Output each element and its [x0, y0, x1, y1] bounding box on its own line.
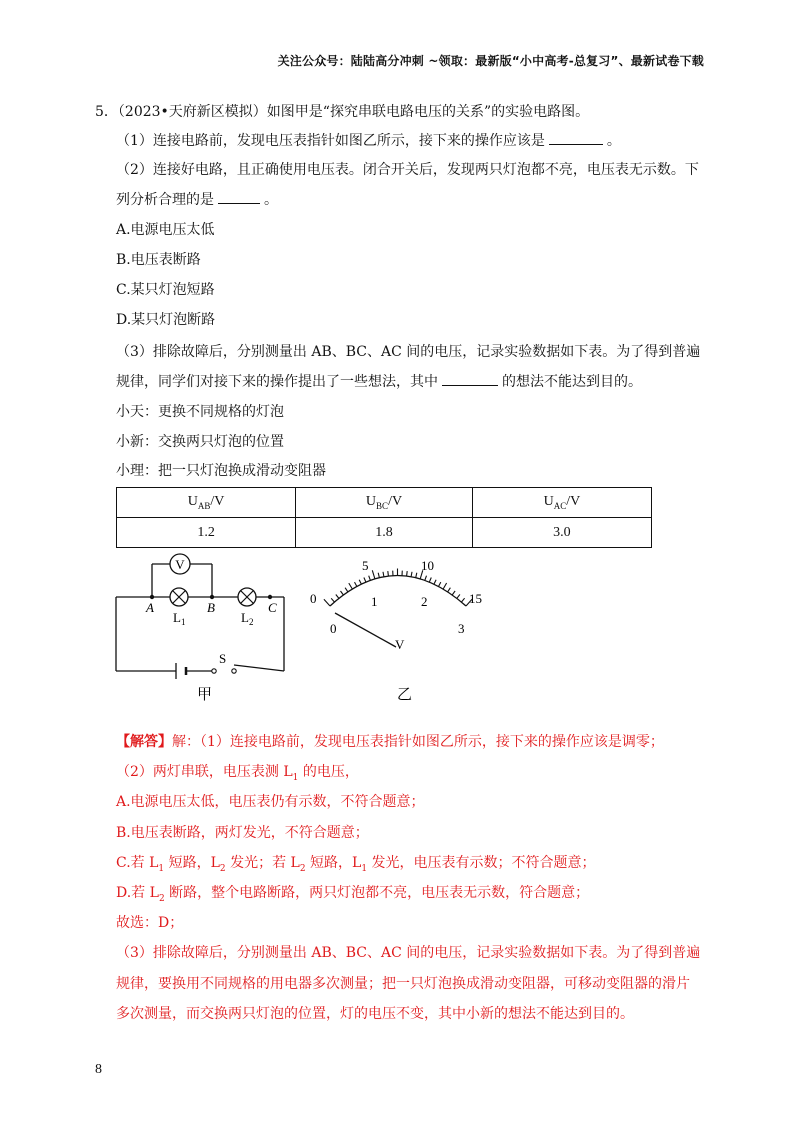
option-c: C.某只灯泡短路: [116, 282, 215, 298]
option-a: A.电源电压太低: [116, 222, 215, 238]
question-part2-line1: （2）连接好电路，且正确使用电压表。闭合开关后，发现两只灯泡都不亮，电压表无示数。下: [116, 162, 699, 178]
answer-line-2: （2）两灯串联，电压表测 $L_1$ 的电压，: [116, 764, 359, 783]
upper-scale-0: 0: [310, 591, 317, 606]
meter-tick: [341, 591, 344, 595]
lower-scale-2: 2: [421, 594, 428, 609]
junction-a-dot: [150, 595, 154, 599]
option-d: D.某只灯泡断路: [116, 312, 216, 328]
answer-line-9: 规律，要换用不同规格的用电器多次测量；把一只灯泡换成滑动变阻器，可移动变阻器的滑片: [116, 976, 690, 992]
meter-tick: [407, 571, 408, 576]
upper-scale-15: 15: [469, 591, 482, 606]
meter-tick: [439, 582, 441, 586]
option-b: B.电压表断路: [116, 252, 201, 268]
question-part2-text: 列分析合理的是: [116, 192, 214, 208]
point-c-label: C: [268, 600, 277, 615]
answer-line-3: A.电源电压太低，电压表仍有示数，不符合题意；: [116, 794, 425, 810]
meter-tick: [425, 576, 427, 581]
voltmeter-dial: [310, 558, 482, 652]
point-a-label: A: [146, 600, 154, 615]
meter-tick: [411, 572, 412, 577]
page-number: 8: [95, 1062, 102, 1077]
answer-line-10: 多次测量，而交换两只灯泡的位置，灯的电压不变，其中小新的想法不能达到目的。: [116, 1006, 634, 1022]
answer-line-7: 故选：D；: [116, 915, 184, 931]
answer-line-6: D.若 $L_2$ 断路，整个电路断路，两只灯泡都不亮，电压表无示数，符合题意；: [116, 885, 590, 904]
answer-line-5: C.若 $L_1$ 短路，$L_2$ 发光；若 $L_2$ 短路，$L_1$ 发光，电压表有示数；不符合题意；: [116, 855, 596, 874]
junction-c-dot: [268, 595, 272, 599]
lamp-l1-label: $L_1$: [173, 610, 186, 627]
meter-tick: [355, 582, 357, 586]
value-ubc: 1.8: [296, 518, 473, 548]
meter-tick: [416, 573, 417, 578]
switch-label: S: [219, 651, 227, 666]
question-part3-text-a: 规律，同学们对接下来的操作提出了一些想法，其中: [116, 374, 438, 390]
circuit-caption: 甲: [197, 687, 213, 703]
answer-line-4: B.电压表断路，两灯发光，不符合题意；: [116, 825, 369, 841]
meter-tick: [345, 588, 348, 592]
meter-tick: [429, 578, 431, 583]
meter-tick: [372, 570, 375, 579]
period: 。: [264, 192, 278, 208]
question-intro: 5．（2023•天府新区模拟）如图甲是“探究串联电路电压的关系”的实验电路图。: [95, 104, 590, 120]
header-uac: $U_{AC}/V$: [472, 488, 651, 518]
meter-tick: [443, 583, 447, 589]
meter-tick: [336, 595, 339, 599]
meter-unit-label: V: [395, 637, 405, 652]
question-part1-text: （1）连接电路前，发现电压表指针如图乙所示，接下来的操作应该是: [116, 133, 545, 149]
lower-scale-0: 0: [330, 621, 337, 636]
meter-tick: [448, 588, 451, 592]
idea-xiaotian: 小天：更换不同规格的灯泡: [116, 404, 284, 420]
meter-tick: [378, 573, 379, 578]
battery-icon: [176, 663, 186, 679]
meter-tick: [331, 598, 334, 602]
meter-tick: [461, 598, 464, 602]
lower-scale-1: 1: [371, 594, 378, 609]
value-uac: 3.0: [472, 518, 651, 548]
meter-tick: [383, 572, 384, 577]
idea-xiaoli: 小理：把一只灯泡换成滑动变阻器: [116, 463, 326, 479]
header-uab: $U_{AB}/V$: [117, 488, 296, 518]
answer-line-8: （3）排除故障后，分别测量出 AB、BC、AC 间的电压，记录实验数据如下表。为了得到普遍: [116, 945, 701, 961]
lower-scale-3: 3: [458, 621, 465, 636]
meter-tick: [349, 583, 353, 589]
value-uab: 1.2: [117, 518, 296, 548]
upper-scale-10: 10: [421, 558, 434, 573]
meter-tick: [359, 580, 361, 585]
meter-tick: [434, 580, 436, 585]
meter-tick: [457, 594, 460, 598]
question-part3-text-b: 的想法不能达到目的。: [502, 374, 642, 390]
meter-tick: [364, 578, 366, 583]
answer-tag: 【解答】: [116, 734, 172, 750]
lamp-l2-icon: [238, 588, 256, 606]
junction-b-dot: [210, 595, 214, 599]
meter-tick: [369, 576, 371, 581]
answer-line-1-text: 解：（1）连接电路前，发现电压表指针如图乙所示，接下来的操作应该是调零；: [172, 734, 664, 750]
upper-scale-5: 5: [362, 558, 369, 573]
header-ubc: $U_{BC}/V$: [296, 488, 473, 518]
meter-tick: [324, 599, 330, 606]
meter-pointer: [335, 613, 396, 647]
switch-icon: [212, 669, 236, 673]
answer-line-1: [116, 731, 664, 751]
lamp-l2-label: $L_2$: [241, 610, 254, 627]
meter-caption: 乙: [397, 687, 413, 703]
point-b-label: B: [207, 600, 215, 615]
voltmeter-label: V: [175, 557, 185, 572]
period: 。: [606, 133, 621, 149]
idea-xiaoxin: 小新：交换两只灯泡的位置: [116, 434, 284, 450]
lamp-l1-icon: [170, 588, 188, 606]
question-part3-line1: （3）排除故障后，分别测量出 AB、BC、AC 间的电压，记录实验数据如下表。为了得到普遍: [116, 344, 701, 360]
meter-tick: [388, 571, 389, 576]
meter-tick: [452, 591, 455, 595]
page-header-banner: 关注公众号：陆陆高分冲刺 ~领取：最新版“小中高考-总复习”、最新试卷下载: [277, 54, 704, 68]
